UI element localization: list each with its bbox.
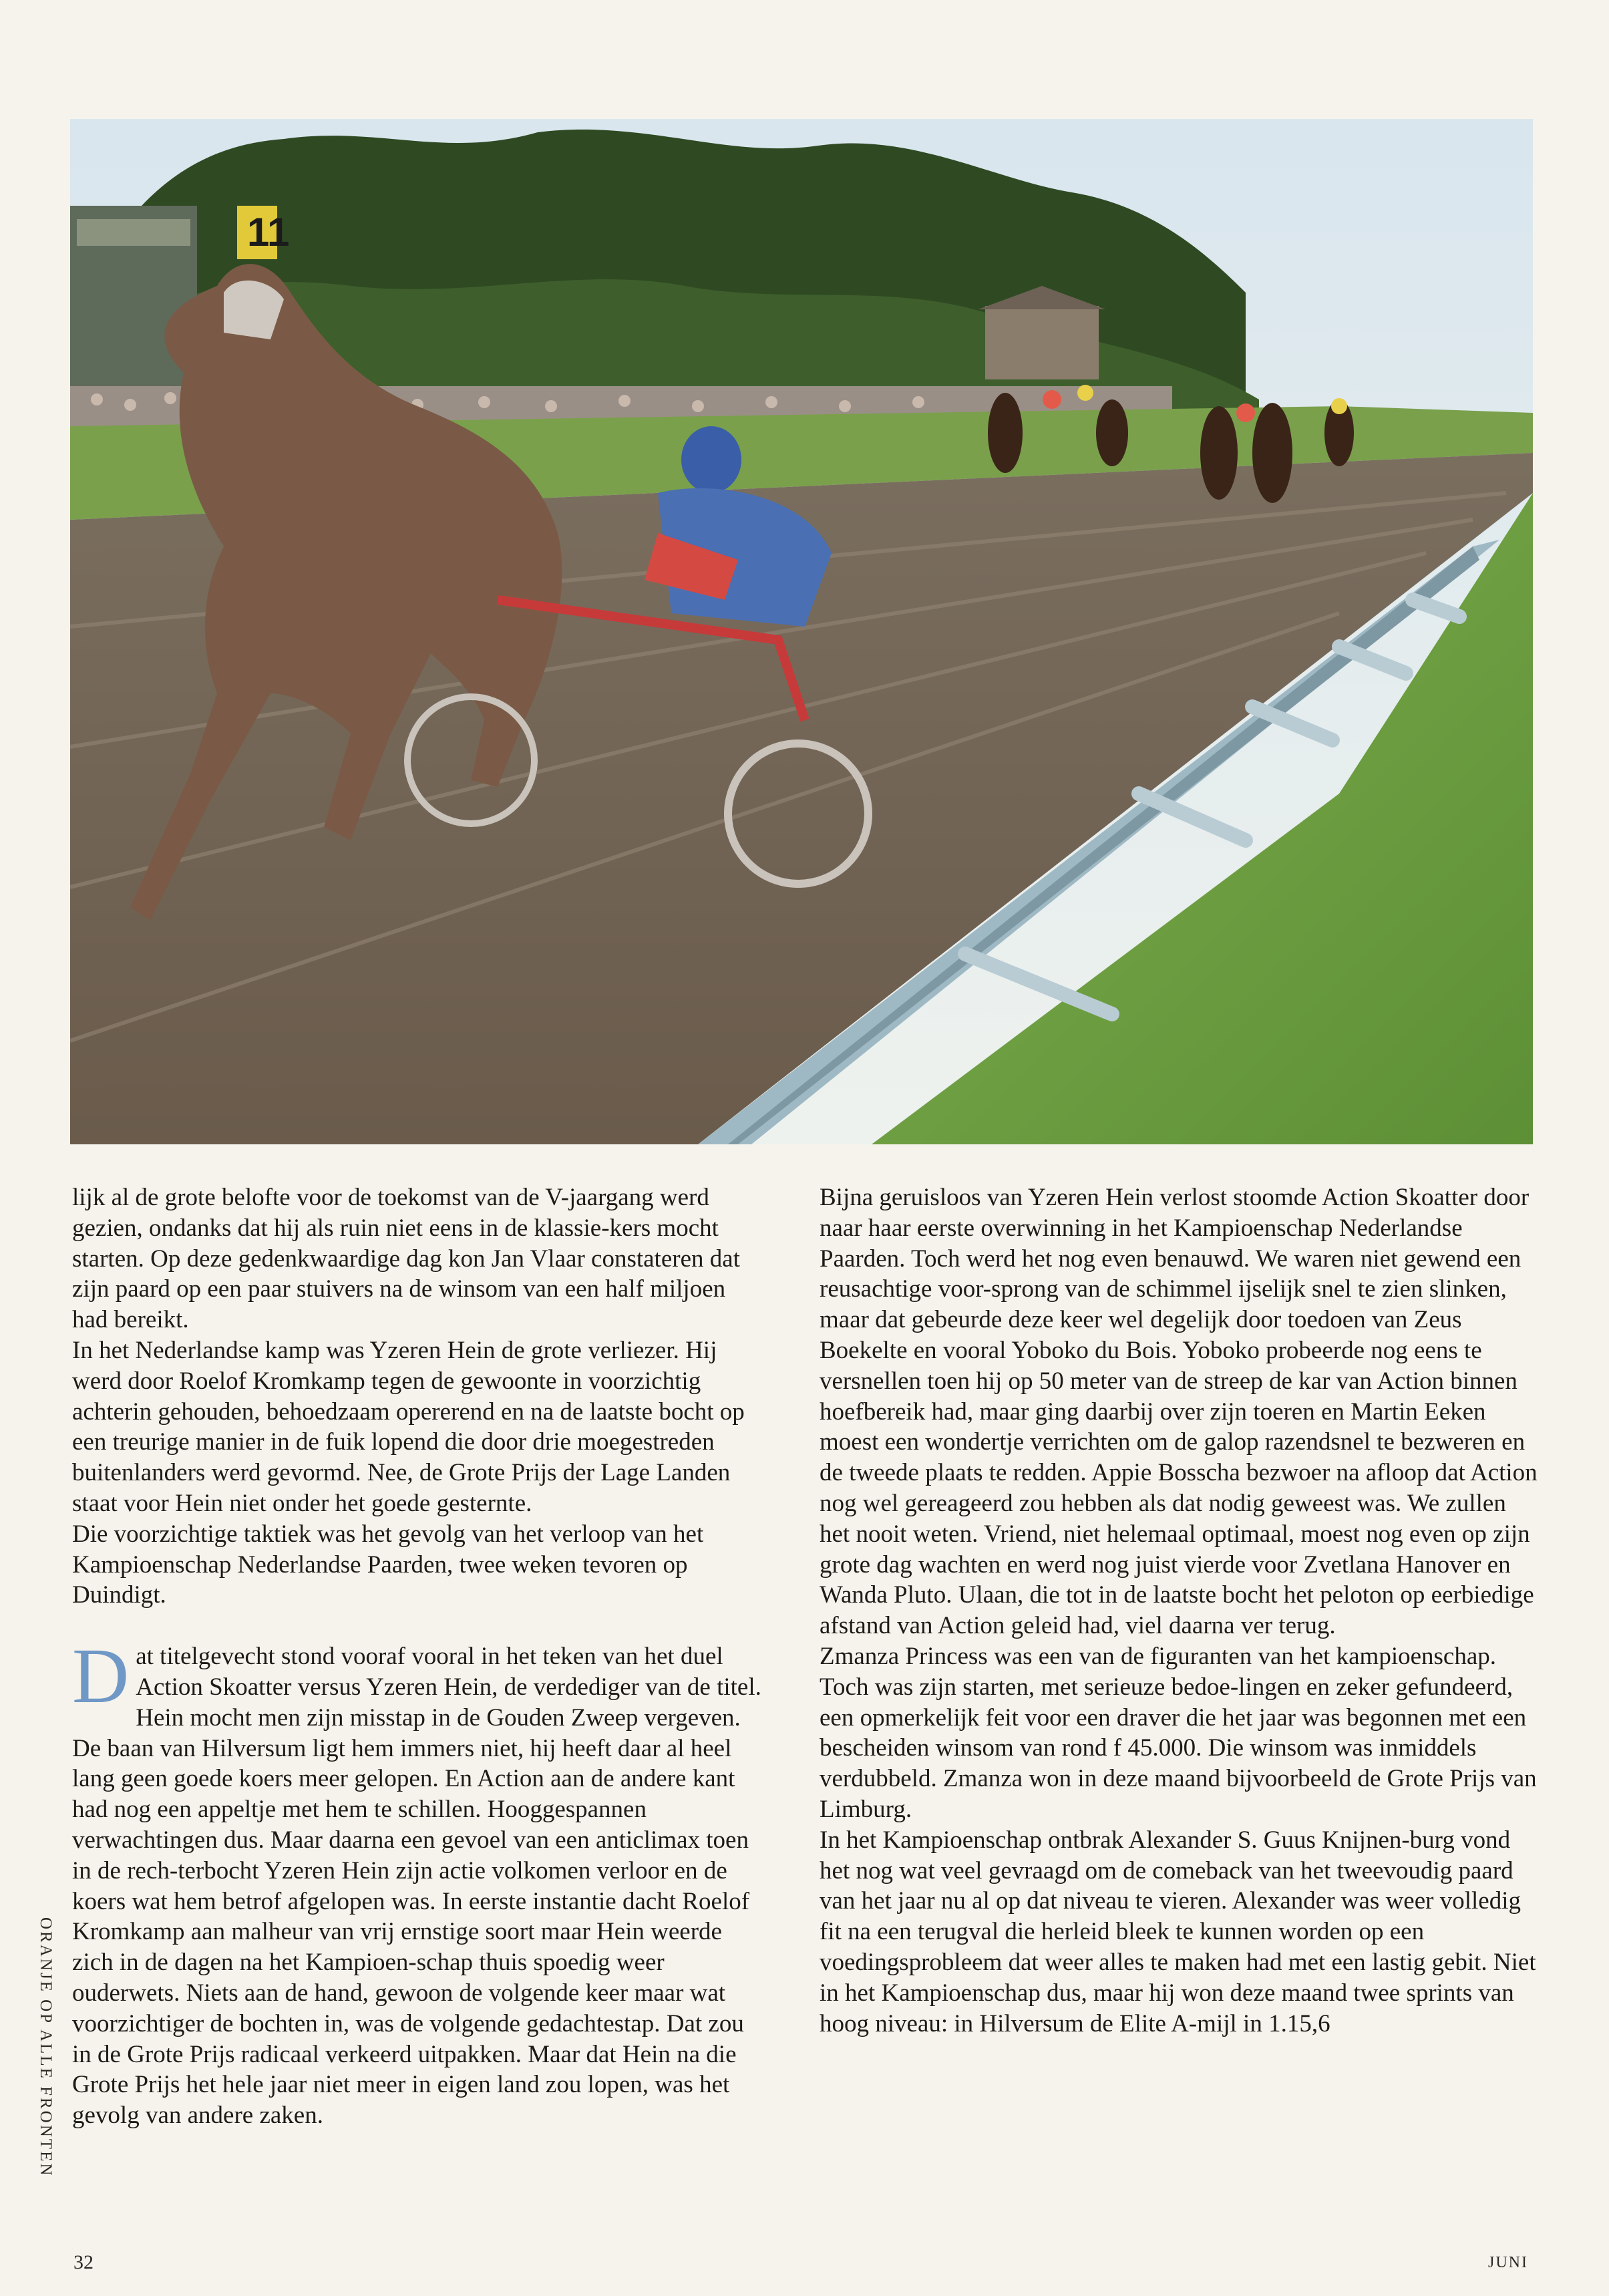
dropcap-paragraph-text: at titelgevecht stond vooraf vooral in het teken van het duel Action Skoatter versus Yzeren Hein, de verdediger van de titel. Hein mocht men zijn misstap in de Gouden Zweep vergeven. De baan van Hilversum ligt hem immers niet, hij heeft daar al heel lang geen goede koers meer gelopen. En Action aan de andere kant had nog een appeltje met hem te schillen. Hooggespannen verwachtingen dus. Maar daarna een gevoel van een anticlimax toen in de rech-terbocht Yzeren Hein zijn actie volkomen verloor en de koers wat hem betrof afgelopen was. In eerste instantie dacht Roelof Kromkamp aan malheur van vrij ernstige soort maar Hein weerde zich in de dagen na het Kampioen-schap thuis spoedig weer ouderwets. Niets aan de hand, gewoon de volgende keer maar wat voorzichtiger de bochten in, was de volgende gedachtestap. Dat zou in de Grote Prijs radicaal verkeerd uitpakken. Maar dat Hein na die Grote Prijs het hele jaar niet meer in eigen land zou lopen, was het gevolg van andere zaken. [72, 1643, 761, 2130]
harness-racing-photo [70, 119, 1533, 1144]
svg-text:11: 11 [247, 210, 290, 255]
article-paragraph: In het Nederlandse kamp was Yzeren Hein de grote verliezer. Hij werd door Roelof Kromkamp tegen de gewoonte in voorzichtig achterin gehouden, behoedzaam opererend en na de laatste bocht op een treurige manier in de fuik lopend die door drie moegestreden buitenlanders werd gevormd. Nee, de Grote Prijs der Lage Landen staat voor Hein niet onder het goede gesternte. [72, 1336, 745, 1517]
article-paragraph: Zmanza Princess was een van de figuranten van het kampioenschap. Toch was zijn starten, met serieuze bedoe-lingen en zeker gefundeerd, een opmerkelijk feit voor een draver die het jaar was begonnen met een bescheiden winsom van rond f 45.000. Die winsom was inmiddels verdubbeld. Zmanza won in deze maand bijvoorbeeld de Grote Prijs van Limburg. [820, 1642, 1537, 1823]
article-paragraph: In het Kampioenschap ontbrak Alexander S. Guus Knijnen-burg vond het nog wat veel gevraagd om de comeback van het tweevoudig paard van het jaar nu al op dat niveau te vieren. Alexander was weer volledig fit na een terugval die herleid bleek te kunnen worden op een voedingsprobleem dat weer alles te maken had met een lastig gebit. Niet in het Kampioenschap dus, maar hij won deze maand twee sprints van hoog niveau: in Hilversum de Elite A-mijl in 1.15,6 [820, 1826, 1536, 2037]
issue-month: JUNI [1488, 2254, 1528, 2271]
article-paragraph: Die voorzichtige taktiek was het gevolg van het verloop van het Kampioenschap Nederlandse Paarden, twee weken tevoren op Duindigt. [72, 1520, 704, 1609]
article-paragraph: Bijna geruisloos van Yzeren Hein verlost stoomde Action Skoatter door naar haar eerste overwinning in het Kampioenschap Nederlandse Paarden. Toch werd het nog even benauwd. We waren niet gewend een reusachtige voor-sprong van de schimmel ijselijk snel te zien slinken, maar dat gebeurde deze keer wel degelijk door toedoen van Zeus Boekelte en vooral Yoboko du Bois. Yoboko probeerde nog eens te versnellen toen hij op 50 meter van de streep de kar van Action binnen hoefbereik had, maar ging daarbij over zijn toeren en Martin Eeken moest een wondertje verrichten om de galop razendsnel te bezweren en de tweede plaats te redden. Appie Bosscha bezwoer na afloop dat Action nog wel gereageerd zou hebben als dat nodig geweest was. We zullen het nooit weten. Vriend, niet helemaal optimaal, moest nog even op zijn grote dag wachten en werd nog juist vierde voor Zvetlana Hanover en Wanda Pluto. Ulaan, die tot in de laatste bocht het peloton op eerbiedige afstand van Action geleid had, viel daarna ver terug. [820, 1184, 1538, 1640]
article-left-column [72, 1182, 767, 2131]
article-right-column [820, 1182, 1538, 2039]
photo-illustration [70, 119, 1533, 1144]
dropcap-letter: D [72, 1632, 130, 1720]
page-number: 32 [73, 2251, 94, 2273]
article-paragraph: lijk al de grote belofte voor de toekomst van de V-jaargang werd gezien, ondanks dat hij als ruin niet eens in de klassie-kers mocht starten. Op deze gedenkwaardige dag kon Jan Vlaar constateren dat zijn paard op een paar stuivers na de winsom van een half miljoen had bereikt. [72, 1184, 740, 1334]
dropcap-paragraph [72, 1632, 767, 2131]
section-side-label: ORANJE OP ALLE FRONTEN [37, 1917, 55, 2178]
